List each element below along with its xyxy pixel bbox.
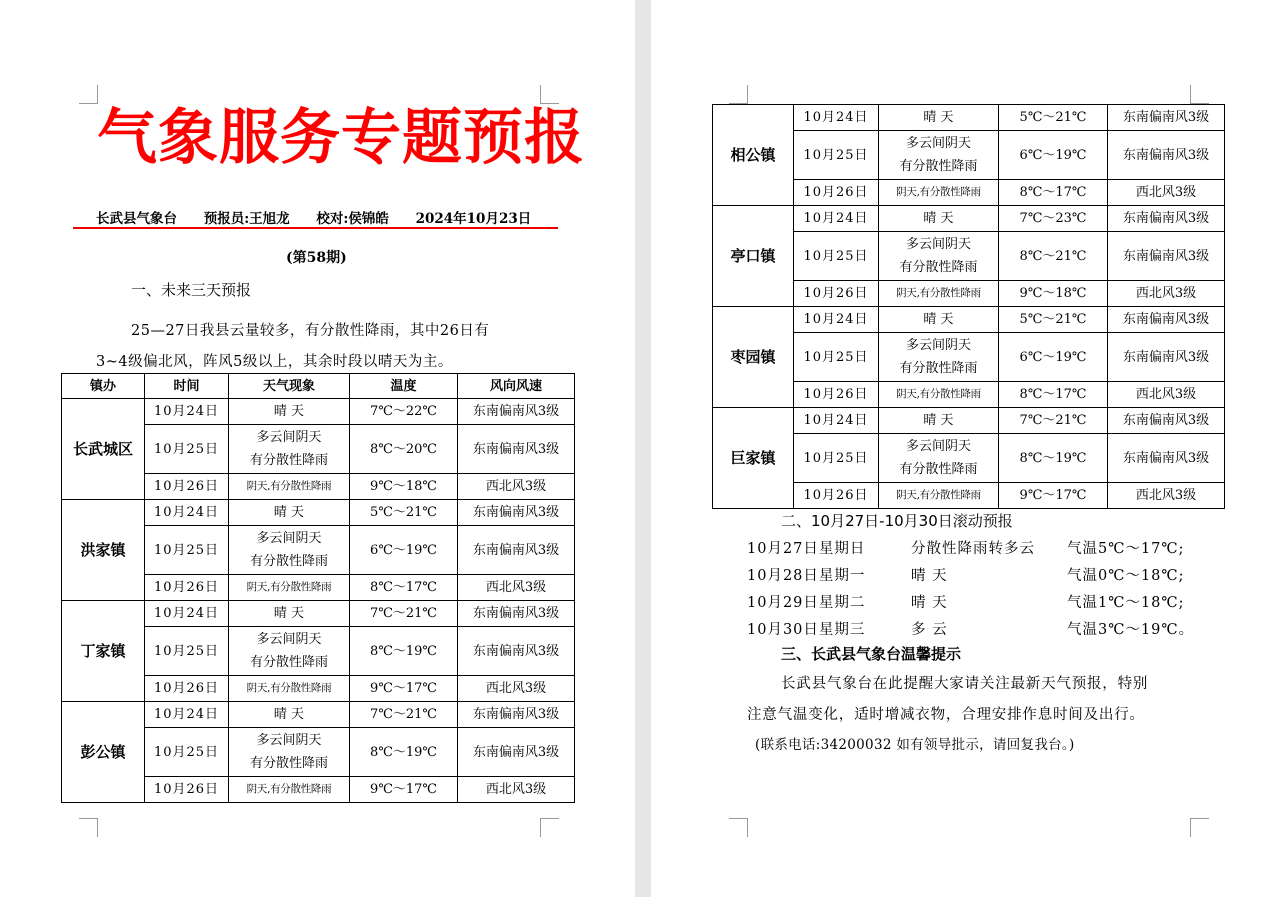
temperature-cell: 6℃～19℃	[350, 526, 458, 575]
table-row	[713, 408, 1225, 434]
weather-text: 晴 天	[273, 707, 305, 722]
weather-text: 晴 天	[923, 413, 954, 428]
weather-text: 多云间阴天	[905, 136, 971, 151]
wind-cell: 东南偏南风3级	[458, 425, 575, 474]
wind-cell: 西北风3级	[1108, 281, 1225, 307]
weather-cell	[879, 281, 999, 307]
crop-mark	[1190, 818, 1209, 837]
wind-cell: 东南偏南风3级	[1108, 307, 1225, 333]
column-header: 天气现象	[229, 374, 350, 399]
weather-text: 多云间阴天	[905, 338, 971, 353]
date-cell: 10月26日	[145, 777, 229, 803]
weather-text: 多云间阴天	[905, 237, 971, 252]
wind-cell: 东南偏南风3级	[458, 627, 575, 676]
weather-text: 阴天,有分散性降雨	[896, 388, 981, 400]
weather-cell	[879, 434, 999, 483]
wind-cell: 西北风3级	[1108, 483, 1225, 509]
crop-mark	[1190, 85, 1209, 104]
weather-text: 阴天,有分散性降雨	[896, 186, 981, 198]
crop-mark	[729, 85, 748, 104]
weather-text: 多云间阴天	[256, 531, 322, 546]
temperature-cell: 6℃～19℃	[999, 333, 1108, 382]
rolling-day: 10月29日星期二	[747, 595, 866, 611]
table-row	[713, 206, 1225, 232]
crop-mark	[79, 85, 98, 104]
date-cell: 10月25日	[145, 728, 229, 777]
date-cell: 10月26日	[145, 474, 229, 500]
weather-text: 有分散性降雨	[899, 462, 978, 477]
weather-text: 阴天,有分散性降雨	[246, 581, 332, 593]
date-cell: 10月26日	[145, 676, 229, 702]
town-name-cell: 彭公镇	[62, 702, 145, 803]
crop-mark	[729, 818, 748, 837]
weather-cell	[229, 500, 350, 526]
weather-text: 有分散性降雨	[249, 554, 328, 569]
date-cell: 10月24日	[794, 105, 879, 131]
weather-text: 有分散性降雨	[899, 260, 978, 275]
rolling-temperature: 气温0℃～18℃;	[1067, 568, 1185, 584]
forecast-table	[61, 373, 575, 803]
document-page-1	[0, 0, 635, 897]
wind-cell: 东南偏南风3级	[458, 601, 575, 627]
issue-date: 2024年10月23日	[415, 211, 532, 227]
weather-cell	[229, 777, 350, 803]
temperature-cell: 5℃～21℃	[999, 105, 1108, 131]
temperature-cell: 7℃～21℃	[999, 408, 1108, 434]
town-name-cell: 长武城区	[62, 399, 145, 500]
weather-cell	[879, 105, 999, 131]
contact-line: (联系电话:34200032 如有领导批示，请回复我台。)	[755, 737, 1075, 753]
wind-cell: 东南偏南风3级	[458, 500, 575, 526]
crop-mark	[540, 818, 559, 837]
temperature-cell: 7℃～21℃	[350, 601, 458, 627]
org-name: 长武县气象台	[96, 211, 177, 227]
weather-cell	[879, 483, 999, 509]
weather-text: 阴天,有分散性降雨	[896, 287, 981, 299]
weather-text: 有分散性降雨	[249, 756, 328, 771]
column-header: 风向风速	[458, 374, 575, 399]
wind-cell: 东南偏南风3级	[1108, 434, 1225, 483]
weather-text: 有分散性降雨	[899, 361, 978, 376]
wind-cell: 西北风3级	[458, 474, 575, 500]
weather-text: 多云间阴天	[905, 439, 971, 454]
document-title: 气象服务专题预报	[97, 103, 585, 173]
town-name-cell: 洪家镇	[62, 500, 145, 601]
weather-text: 有分散性降雨	[899, 159, 978, 174]
town-name-cell: 相公镇	[713, 105, 794, 206]
wind-cell: 东南偏南风3级	[458, 399, 575, 425]
table-header-row	[62, 374, 575, 399]
weather-text: 晴 天	[923, 110, 954, 125]
red-divider	[73, 227, 558, 229]
weather-text: 多云间阴天	[256, 733, 322, 748]
temperature-cell: 9℃～18℃	[999, 281, 1108, 307]
rolling-weather: 多 云	[911, 622, 948, 638]
rolling-weather: 分散性降雨转多云	[911, 541, 1035, 557]
weather-text: 晴 天	[273, 404, 305, 419]
forecast-table-continued	[712, 104, 1225, 509]
wind-cell: 东南偏南风3级	[458, 728, 575, 777]
weather-text: 晴 天	[923, 211, 954, 226]
document-page-2	[651, 0, 1285, 897]
wind-cell: 东南偏南风3级	[1108, 232, 1225, 281]
weather-cell	[229, 425, 350, 474]
wind-cell: 东南偏南风3级	[1108, 333, 1225, 382]
weather-cell	[229, 627, 350, 676]
weather-cell	[229, 676, 350, 702]
wind-cell: 西北风3级	[1108, 382, 1225, 408]
date-cell: 10月25日	[145, 526, 229, 575]
wind-cell: 东南偏南风3级	[1108, 131, 1225, 180]
date-cell: 10月26日	[794, 281, 879, 307]
temperature-cell: 8℃～17℃	[350, 575, 458, 601]
weather-text: 有分散性降雨	[249, 453, 328, 468]
weather-cell	[879, 333, 999, 382]
summary-paragraph: 3~4级偏北风，阵风5级以上，其余时段以晴天为主。	[96, 354, 453, 370]
rolling-temperature: 气温5℃～17℃;	[1067, 541, 1185, 557]
weather-cell	[879, 131, 999, 180]
column-header: 时间	[145, 374, 229, 399]
date-cell: 10月26日	[794, 483, 879, 509]
wind-cell: 东南偏南风3级	[1108, 408, 1225, 434]
table-row	[62, 500, 575, 526]
summary-paragraph: 25—27日我县云量较多，有分散性降雨，其中26日有	[131, 323, 490, 339]
table-row	[62, 399, 575, 425]
temperature-cell: 8℃～17℃	[999, 382, 1108, 408]
forecaster-name: 预报员:王旭龙	[203, 211, 290, 227]
weather-cell	[879, 408, 999, 434]
rolling-weather: 晴 天	[911, 595, 948, 611]
temperature-cell: 8℃～21℃	[999, 232, 1108, 281]
date-cell: 10月25日	[145, 425, 229, 474]
date-cell: 10月25日	[145, 627, 229, 676]
town-name-cell: 丁家镇	[62, 601, 145, 702]
section-heading: 一、未来三天预报	[131, 281, 252, 299]
temperature-cell: 9℃～17℃	[350, 676, 458, 702]
rolling-temperature: 气温3℃～19℃。	[1067, 622, 1195, 638]
rolling-day: 10月30日星期三	[747, 622, 866, 638]
weather-text: 晴 天	[273, 606, 305, 621]
wind-cell: 东南偏南风3级	[458, 702, 575, 728]
weather-cell	[879, 232, 999, 281]
temperature-cell: 5℃～21℃	[350, 500, 458, 526]
date-cell: 10月25日	[794, 333, 879, 382]
temperature-cell: 9℃～17℃	[350, 777, 458, 803]
date-cell: 10月24日	[794, 206, 879, 232]
weather-text: 多云间阴天	[256, 632, 322, 647]
table-row	[62, 702, 575, 728]
column-header: 温度	[350, 374, 458, 399]
wind-cell: 西北风3级	[1108, 180, 1225, 206]
date-cell: 10月24日	[794, 408, 879, 434]
weather-cell	[879, 307, 999, 333]
date-cell: 10月24日	[145, 399, 229, 425]
temperature-cell: 9℃～17℃	[999, 483, 1108, 509]
weather-cell	[229, 575, 350, 601]
tip-paragraph: 注意气温变化，适时增减衣物，合理安排作息时间及出行。	[747, 707, 1145, 723]
date-cell: 10月26日	[145, 575, 229, 601]
rolling-temperature: 气温1℃～18℃;	[1067, 595, 1185, 611]
wind-cell: 东南偏南风3级	[1108, 206, 1225, 232]
temperature-cell: 8℃～19℃	[999, 434, 1108, 483]
wind-cell: 西北风3级	[458, 575, 575, 601]
wind-cell: 东南偏南风3级	[1108, 105, 1225, 131]
weather-text: 阴天,有分散性降雨	[896, 489, 981, 501]
rolling-day: 10月27日星期日	[747, 541, 866, 557]
wind-cell: 东南偏南风3级	[458, 526, 575, 575]
temperature-cell: 6℃～19℃	[999, 131, 1108, 180]
rolling-day: 10月28日星期一	[747, 568, 866, 584]
temperature-cell: 8℃～17℃	[999, 180, 1108, 206]
date-cell: 10月26日	[794, 180, 879, 206]
temperature-cell: 7℃～21℃	[350, 702, 458, 728]
tip-paragraph: 长武县气象台在此提醒大家请关注最新天气预报，特别	[781, 676, 1149, 692]
temperature-cell: 9℃～18℃	[350, 474, 458, 500]
town-name-cell: 巨家镇	[713, 408, 794, 509]
weather-text: 多云间阴天	[256, 430, 322, 445]
temperature-cell: 8℃～20℃	[350, 425, 458, 474]
date-cell: 10月25日	[794, 232, 879, 281]
weather-cell	[879, 180, 999, 206]
weather-cell	[229, 728, 350, 777]
wind-cell: 西北风3级	[458, 676, 575, 702]
weather-text: 晴 天	[923, 312, 954, 327]
weather-text: 有分散性降雨	[249, 655, 328, 670]
masthead-info	[96, 207, 553, 227]
weather-text: 阴天,有分散性降雨	[246, 783, 332, 795]
weather-cell	[229, 526, 350, 575]
temperature-cell: 8℃～19℃	[350, 728, 458, 777]
date-cell: 10月24日	[794, 307, 879, 333]
date-cell: 10月24日	[145, 702, 229, 728]
table-row	[62, 601, 575, 627]
section-heading: 三、长武县气象台温馨提示	[781, 645, 962, 663]
weather-cell	[229, 399, 350, 425]
temperature-cell: 5℃～21℃	[999, 307, 1108, 333]
wind-cell: 西北风3级	[458, 777, 575, 803]
weather-cell	[879, 206, 999, 232]
crop-mark	[79, 818, 98, 837]
weather-text: 晴 天	[273, 505, 305, 520]
rolling-weather: 晴 天	[911, 568, 948, 584]
town-name-cell: 枣园镇	[713, 307, 794, 408]
checker-name: 校对:侯锦皓	[316, 211, 389, 227]
weather-cell	[229, 474, 350, 500]
date-cell: 10月25日	[794, 131, 879, 180]
table-row	[713, 307, 1225, 333]
date-cell: 10月26日	[794, 382, 879, 408]
section-heading: 二、10月27日-10月30日滚动预报	[781, 512, 1013, 530]
town-name-cell: 亭口镇	[713, 206, 794, 307]
date-cell: 10月24日	[145, 601, 229, 627]
weather-text: 阴天,有分散性降雨	[246, 682, 332, 694]
date-cell: 10月24日	[145, 500, 229, 526]
temperature-cell: 7℃～23℃	[999, 206, 1108, 232]
temperature-cell: 8℃～19℃	[350, 627, 458, 676]
temperature-cell: 7℃～22℃	[350, 399, 458, 425]
issue-number: (第58期)	[286, 250, 347, 266]
weather-cell	[229, 601, 350, 627]
date-cell: 10月25日	[794, 434, 879, 483]
column-header: 镇办	[62, 374, 145, 399]
weather-cell	[879, 382, 999, 408]
weather-cell	[229, 702, 350, 728]
weather-text: 阴天,有分散性降雨	[246, 480, 332, 492]
table-row	[713, 105, 1225, 131]
